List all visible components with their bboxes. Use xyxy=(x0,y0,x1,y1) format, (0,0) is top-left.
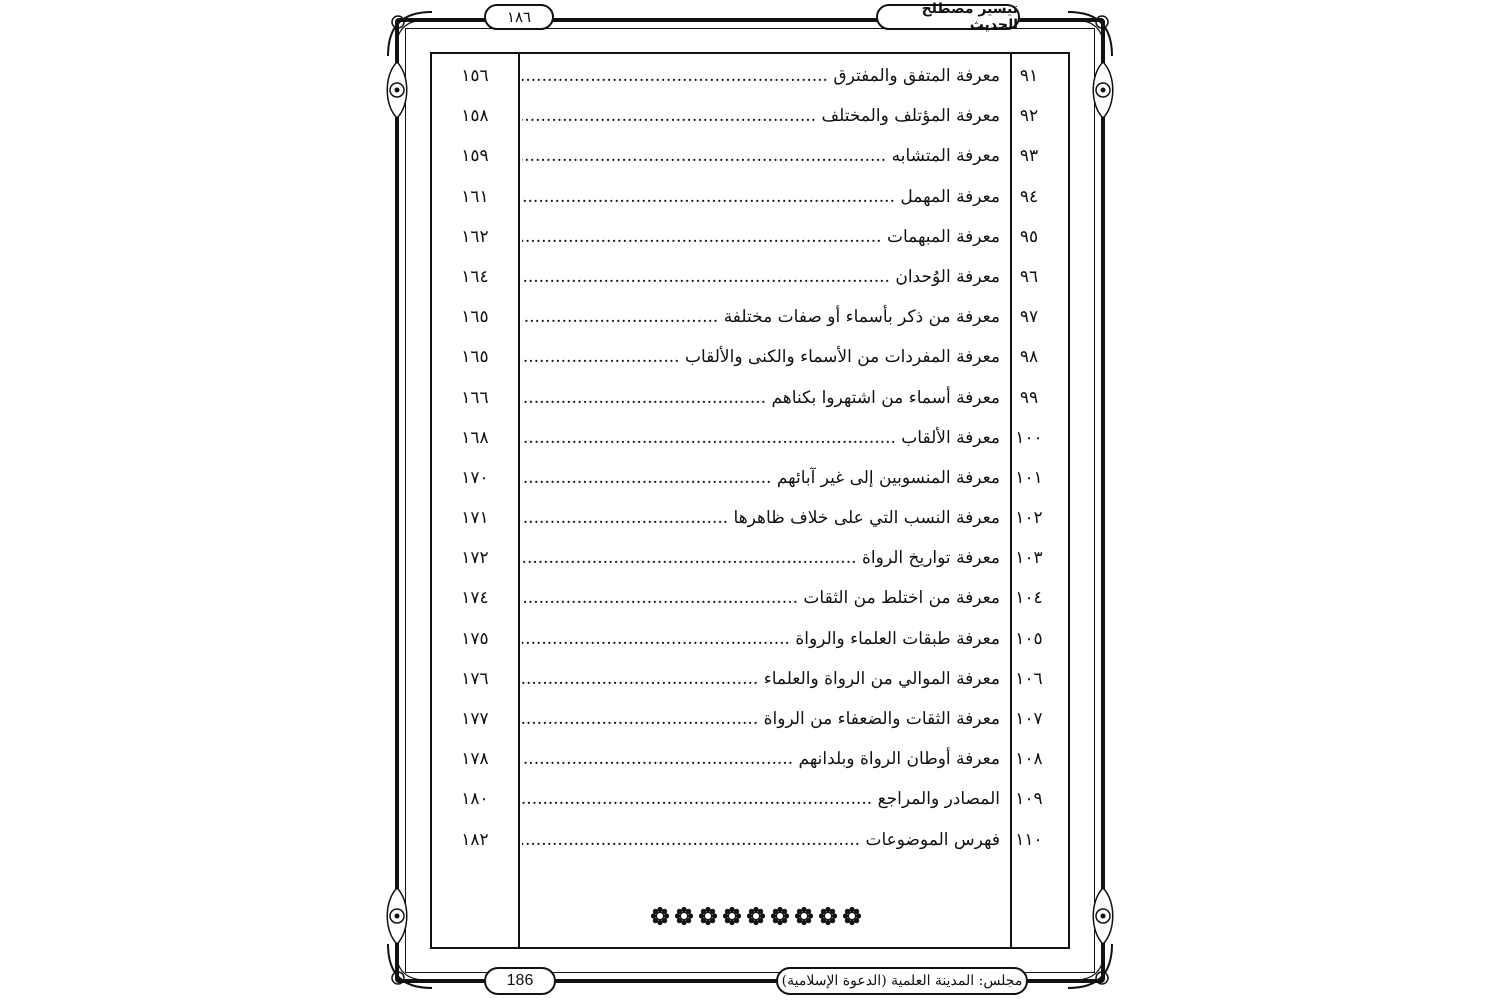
toc-row xyxy=(432,177,1068,217)
toc-row xyxy=(432,56,1068,96)
entry-page: ١٦٥ xyxy=(461,307,489,328)
entry-number: ٩٨ xyxy=(1019,347,1039,368)
entry-title: معرفة أسماء من اشتهروا بكناهم ..... xyxy=(522,378,1000,418)
entry-number: ٩٥ xyxy=(1019,226,1039,247)
entry-page: ١٦٤ xyxy=(461,266,489,287)
flower-icon xyxy=(794,906,814,926)
entry-title: معرفة أوطان الرواة وبلدانهم ..... xyxy=(522,739,1000,779)
entry-title: معرفة الثقات والضعفاء من الرواة ..... xyxy=(522,699,1000,739)
entry-number: ٩٦ xyxy=(1019,266,1039,287)
toc-row xyxy=(432,779,1068,819)
toc-row xyxy=(432,96,1068,136)
corner-ornament-icon xyxy=(1062,6,1118,62)
entry-page: ١٧٢ xyxy=(461,548,489,569)
entry-title: معرفة الموالي من الرواة والعلماء ..... xyxy=(522,659,1000,699)
footer-page-number: 186 xyxy=(484,967,556,995)
entry-page: ١٥٨ xyxy=(461,106,489,127)
entry-number: ٩٣ xyxy=(1019,146,1039,167)
entry-number: ٩١ xyxy=(1019,66,1039,86)
entry-title: معرفة المنسوبين إلى غير آبائهم ..... xyxy=(522,458,1000,498)
toc-row xyxy=(432,217,1068,257)
entry-page: ١٧٥ xyxy=(461,628,489,649)
toc-row xyxy=(432,659,1068,699)
entry-title: معرفة المبهمات ..... xyxy=(522,217,1000,257)
side-ornament-icon xyxy=(1088,886,1118,946)
flower-icon xyxy=(770,906,790,926)
toc-rows xyxy=(432,56,1068,860)
entry-title: معرفة طبقات العلماء والرواة ..... xyxy=(522,619,1000,659)
entry-page: ١٦٥ xyxy=(461,347,489,368)
entry-page: ١٧٤ xyxy=(461,588,489,609)
entry-number: ١٠٠ xyxy=(1015,427,1043,448)
entry-number: ١٠١ xyxy=(1015,467,1043,488)
entry-title: معرفة المؤتلف والمختلف ..... xyxy=(522,96,1000,136)
book-title: تيسير مصطلح الحديث xyxy=(876,4,1020,30)
toc-row xyxy=(432,257,1068,297)
flower-icon xyxy=(674,906,694,926)
entry-number: ٩٩ xyxy=(1019,387,1039,408)
toc-row xyxy=(432,418,1068,458)
entry-number: ١٠٦ xyxy=(1015,668,1043,689)
toc-row xyxy=(432,297,1068,337)
toc-row xyxy=(432,578,1068,618)
entry-page: ١٧٦ xyxy=(461,668,489,689)
toc-row xyxy=(432,699,1068,739)
entry-title: معرفة من اختلط من الثقات ..... xyxy=(522,578,1000,618)
entry-title: فهرس الموضوعات ..... xyxy=(522,820,1000,860)
toc-row xyxy=(432,136,1068,176)
toc-row xyxy=(432,378,1068,418)
flower-ornament-row xyxy=(650,906,862,934)
entry-number: ١٠٤ xyxy=(1015,588,1043,609)
entry-title: معرفة من ذكر بأسماء أو صفات مختلفة ..... xyxy=(522,297,1000,337)
toc-row xyxy=(432,619,1068,659)
entry-page: ١٧١ xyxy=(461,508,489,529)
toc-row xyxy=(432,498,1068,538)
entry-title: المصادر والمراجع ..... xyxy=(522,779,1000,819)
entry-page: ١٨٠ xyxy=(461,789,489,810)
toc-row xyxy=(432,739,1068,779)
entry-page: ١٧٨ xyxy=(461,749,489,770)
toc-row xyxy=(432,458,1068,498)
toc-row xyxy=(432,337,1068,377)
flower-icon xyxy=(722,906,742,926)
flower-icon xyxy=(650,906,670,926)
entry-page: ١٦٦ xyxy=(461,387,489,408)
flower-icon xyxy=(698,906,718,926)
header-page-number: ١٨٦ xyxy=(484,4,554,30)
entry-title: معرفة المتشابه ..... xyxy=(522,136,1000,176)
entry-number: ١٠٣ xyxy=(1015,548,1043,569)
entry-title: معرفة الألقاب ..... xyxy=(522,418,1000,458)
side-ornament-icon xyxy=(382,886,412,946)
entry-page: ١٦٢ xyxy=(461,226,489,247)
entry-title: معرفة المفردات من الأسماء والكنى والألقاب ..... xyxy=(522,337,1000,377)
entry-title: معرفة الوُحدان ..... xyxy=(522,257,1000,297)
flower-icon xyxy=(746,906,766,926)
toc-row xyxy=(432,820,1068,860)
entry-number: ١١٠ xyxy=(1015,829,1043,850)
entry-number: ١٠٥ xyxy=(1015,628,1043,649)
entry-title: معرفة المتفق والمفترق ..... xyxy=(522,56,1000,96)
entry-number: ١٠٨ xyxy=(1015,749,1043,770)
side-ornament-icon xyxy=(382,60,412,120)
entry-page: ١٨٢ xyxy=(461,829,489,850)
entry-title: معرفة النسب التي على خلاف ظاهرها ..... xyxy=(522,498,1000,538)
entry-number: ٩٢ xyxy=(1019,106,1039,127)
entry-number: ٩٧ xyxy=(1019,307,1039,328)
entry-page: ١٥٦ xyxy=(461,66,489,86)
entry-title: معرفة تواريخ الرواة ..... xyxy=(522,538,1000,578)
flower-icon xyxy=(818,906,838,926)
entry-page: ١٥٩ xyxy=(461,146,489,167)
entry-page: ١٧٠ xyxy=(461,467,489,488)
entry-page: ١٦٨ xyxy=(461,427,489,448)
flower-icon xyxy=(842,906,862,926)
entry-page: ١٦١ xyxy=(461,186,489,207)
entry-number: ١٠٢ xyxy=(1015,508,1043,529)
toc-row xyxy=(432,538,1068,578)
entry-page: ١٧٧ xyxy=(461,709,489,729)
corner-ornament-icon xyxy=(1062,938,1118,994)
entry-title: معرفة المهمل ..... xyxy=(522,177,1000,217)
side-ornament-icon xyxy=(1088,60,1118,120)
entry-number: ١٠٧ xyxy=(1015,709,1043,729)
entry-number: ١٠٩ xyxy=(1015,789,1043,810)
entry-number: ٩٤ xyxy=(1019,186,1039,207)
publisher-name: مجلس: المدينة العلمية (الدعوة الإسلامية) xyxy=(776,967,1028,995)
